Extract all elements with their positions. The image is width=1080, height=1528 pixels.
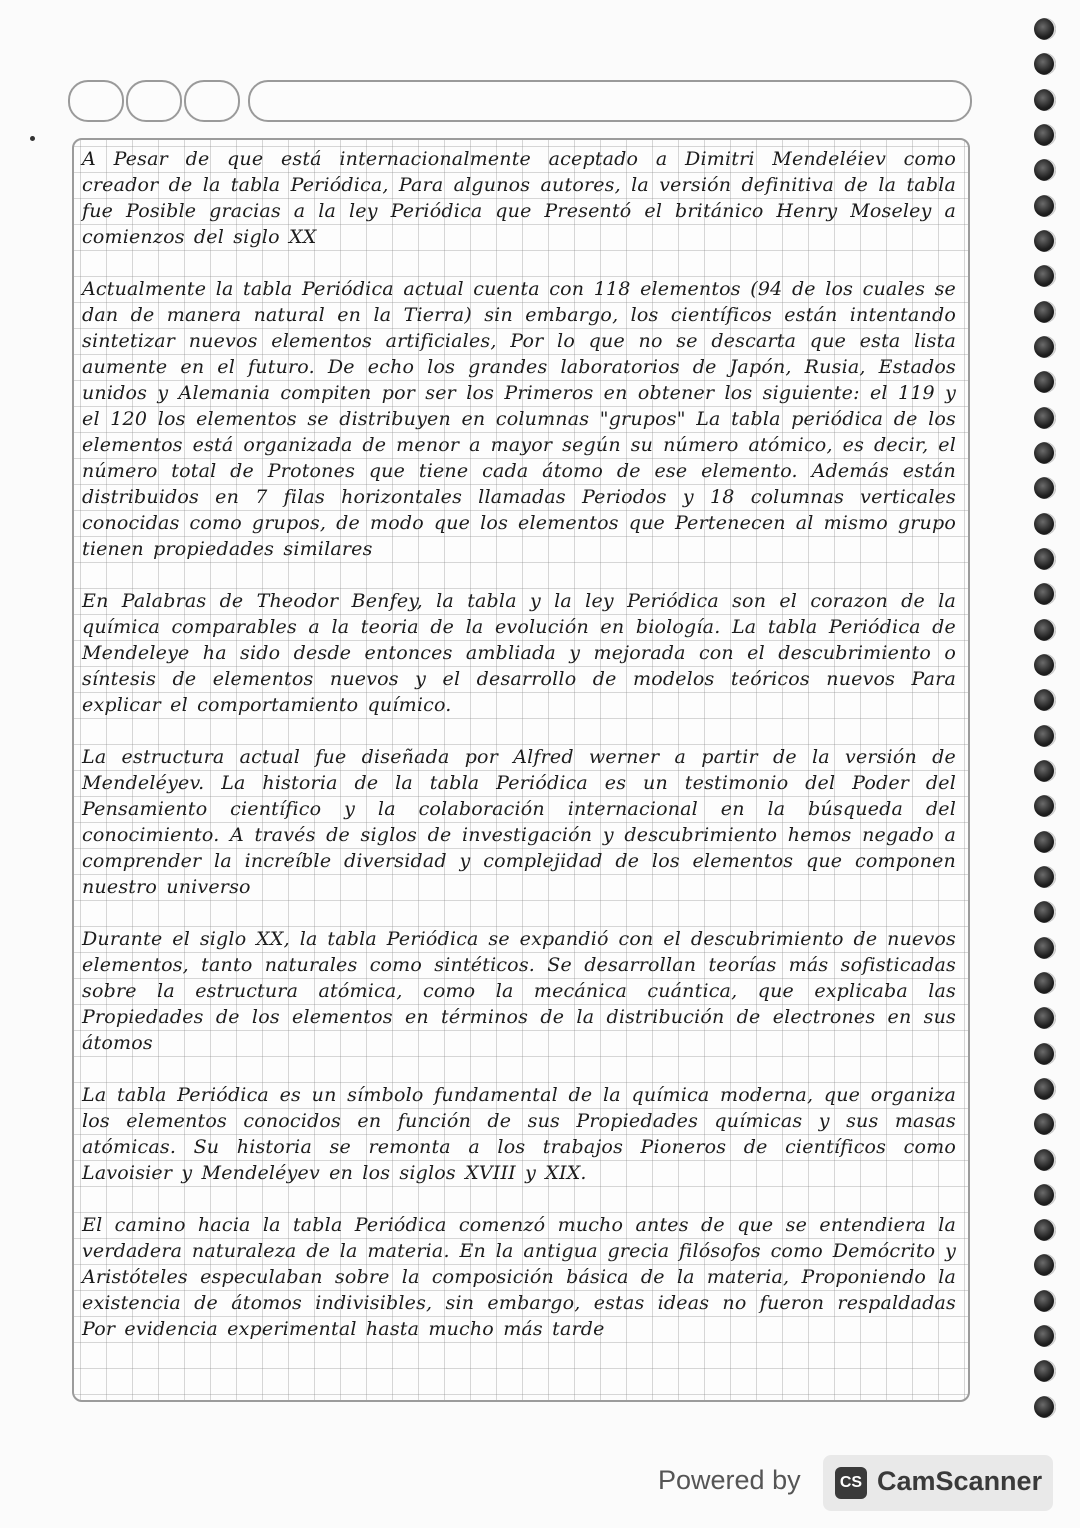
paragraph-7: El camino hacia la tabla Periódica comenzó mucho antes de que se entendiera la verdadera naturaleza de la materia. En la antigua grecia filósofos como Demócrito y Aristóteles especulaban sobre la composición básica de la materia, Proponiendo la existencia de átomos indivisibles, sin embargo, estas ideas no fueron respaldadas Por evidencia experimental hasta mucho más tarde	[82, 1214, 956, 1340]
spiral-ring	[1034, 336, 1056, 358]
paragraph-3: En Palabras de Theodor Benfey, la tabla y la ley Periódica son el corazon de la química comparables a la teoria de la evolución en biología. La tabla Periódica de Mendeleye ha sido desde entonces ambliada y mejorada con el descubrimiento o síntesis de elementos nuevos y el desarrollo de modelos teóricos nuevos Para explicar el comportamiento químico.	[82, 590, 956, 716]
powered-by-text: Powered by	[658, 1465, 801, 1495]
spiral-ring	[1034, 548, 1056, 570]
spiral-ring	[1034, 1149, 1056, 1171]
spiral-ring	[1034, 124, 1056, 146]
header-circle-3	[184, 80, 240, 122]
spiral-ring	[1034, 195, 1056, 217]
spiral-ring	[1034, 654, 1056, 676]
camscanner-logo-icon: CS	[835, 1467, 867, 1499]
spiral-binding	[1034, 18, 1060, 1418]
spiral-ring	[1034, 301, 1056, 323]
spiral-ring	[1034, 407, 1056, 429]
spiral-ring	[1034, 371, 1056, 393]
spiral-ring	[1034, 901, 1056, 923]
spiral-ring	[1034, 442, 1056, 464]
header-circle-1	[68, 80, 124, 122]
header-circle-2	[126, 80, 182, 122]
camscanner-badge	[823, 1455, 1053, 1511]
spiral-ring	[1034, 1360, 1056, 1382]
spiral-ring	[1034, 972, 1056, 994]
spiral-ring	[1034, 265, 1056, 287]
spiral-ring	[1034, 795, 1056, 817]
spiral-ring	[1034, 1325, 1056, 1347]
spiral-ring	[1034, 1254, 1056, 1276]
spiral-ring	[1034, 513, 1056, 535]
camscanner-brand: CamScanner	[877, 1466, 1043, 1496]
spiral-ring	[1034, 230, 1056, 252]
spiral-ring	[1034, 89, 1056, 111]
spiral-ring	[1034, 1007, 1056, 1029]
paragraph-4: La estructura actual fue diseñada por Alfred werner a partir de la versión de Mendeléyev. La historia de la tabla Periódica es un testimonio del Poder del Pensamiento científico y la colaboración internacional en la búsqueda del conocimiento. A través de siglos de investigación y descubrimiento hemos negado a comprender la increíble diversidad y complejidad de los elementos que componen nuestro universo	[82, 746, 956, 898]
spiral-ring	[1034, 1043, 1056, 1065]
paragraph-6: La tabla Periódica es un símbolo fundamental de la química moderna, que organiza los elementos conocidos en función de sus Propiedades químicas y sus masas atómicas. Su historia se remonta a los trabajos Pioneros de científicos como Lavoisier y Mendeléyev en los siglos XVIII y XIX.	[82, 1084, 956, 1184]
header-title-bar	[248, 80, 972, 122]
spiral-ring	[1034, 619, 1056, 641]
scanner-watermark	[658, 1455, 1058, 1511]
spiral-ring	[1034, 18, 1056, 40]
notebook-header	[68, 78, 973, 122]
spiral-ring	[1034, 937, 1056, 959]
spiral-ring	[1034, 159, 1056, 181]
paragraph-2: Actualmente la tabla Periódica actual cuenta con 118 elementos (94 de los cuales se dan de manera natural en la Tierra) sin embargo, los científicos están intentando sintetizar nuevos elementos artificiales, Por lo que no se descarta que esta lista aumente en el futuro. De echo los grandes laboratorios de Japón, Rusia, Estados unidos y Alemania compiten por ser los Primeros en obtener los siguiente: el 119 y el 120 los elementos se distribuyen en columnas "grupos" La tabla periódica de los elementos está organizada de menor a mayor según su número atómico, es decir, el número total de Protones que tiene cada átomo de ese elemento. Además están distribuidos en 7 filas horizontales llamadas Periodos y 18 columnas verticales conocidas como grupos, de modo que los elementos que Pertenecen al mismo grupo tienen propiedades similares	[82, 278, 956, 560]
paragraph-1: A Pesar de que está internacionalmente aceptado a Dimitri Mendeléiev como creador de la tabla Periódica, Para algunos autores, la versión definitiva de la tabla fue Posible gracias a la ley Periódica que Presentó el británico Henry Moseley a comienzos del siglo XX	[82, 148, 956, 248]
spiral-ring	[1034, 866, 1056, 888]
spiral-ring	[1034, 1290, 1056, 1312]
spiral-ring	[1034, 689, 1056, 711]
spiral-ring	[1034, 1184, 1056, 1206]
spiral-ring	[1034, 725, 1056, 747]
spiral-ring	[1034, 1396, 1056, 1418]
spiral-ring	[1034, 760, 1056, 782]
spiral-ring	[1034, 583, 1056, 605]
spiral-ring	[1034, 831, 1056, 853]
margin-mark	[30, 136, 35, 141]
spiral-ring	[1034, 1113, 1056, 1135]
spiral-ring	[1034, 1078, 1056, 1100]
spiral-ring	[1034, 477, 1056, 499]
spiral-ring	[1034, 53, 1056, 75]
spiral-ring	[1034, 1219, 1056, 1241]
notebook-page	[72, 138, 970, 1402]
paragraph-5: Durante el siglo XX, la tabla Periódica se expandió con el descubrimiento de nuevos elementos, tanto naturales como sintéticos. Se desarrollan teorías más sofisticadas sobre la estructura atómica, como la mecánica cuántica, que explicaba las Propiedades de los elementos en términos de la distribución de electrones en sus átomos	[82, 928, 956, 1054]
